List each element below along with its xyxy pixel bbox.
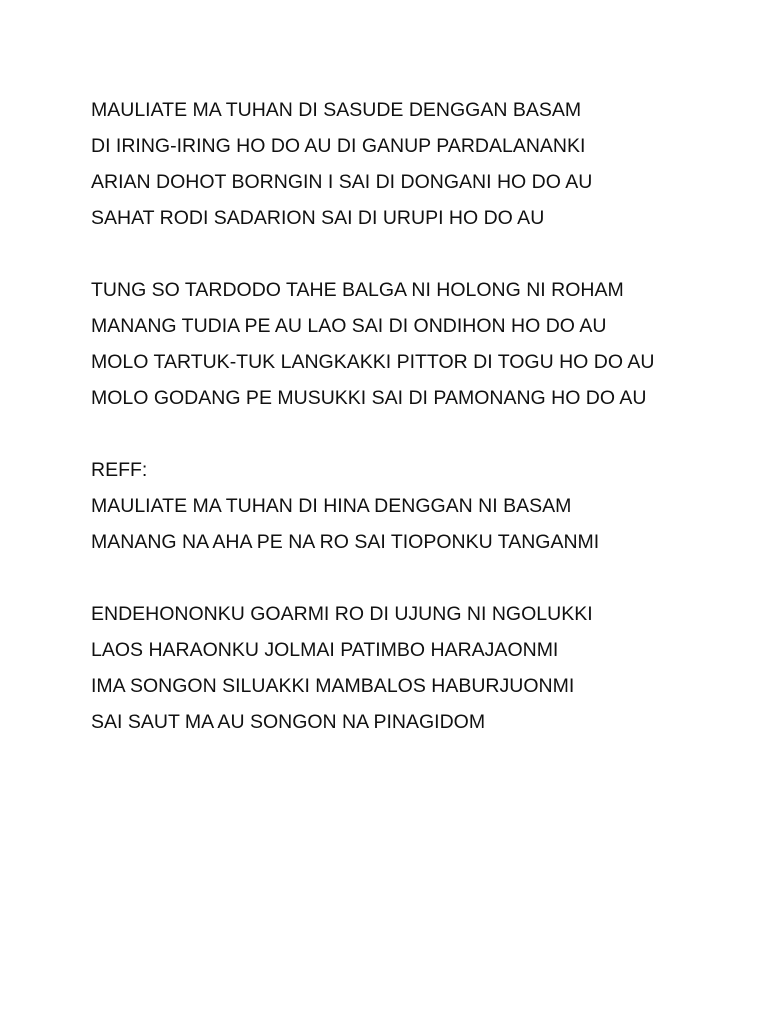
lyrics-page [91, 92, 751, 776]
lyric-line: MANANG TUDIA PE AU LAO SAI DI ONDIHON HO DO AU [91, 315, 607, 337]
stanza-2 [91, 272, 751, 416]
stanza-1 [91, 92, 751, 236]
refrain-label: REFF: [91, 459, 148, 481]
lyric-line: SAHAT RODI SADARION SAI DI URUPI HO DO AU [91, 207, 545, 229]
lyric-line: IMA SONGON SILUAKKI MAMBALOS HABURJUONMI [91, 675, 575, 697]
lyric-line: MAULIATE MA TUHAN DI SASUDE DENGGAN BASAM [91, 99, 582, 121]
stanza-4 [91, 596, 751, 740]
lyric-line: ARIAN DOHOT BORNGIN I SAI DI DONGANI HO DO AU [91, 171, 593, 193]
lyric-line: MOLO TARTUK-TUK LANGKAKKI PITTOR DI TOGU HO DO AU [91, 351, 655, 373]
lyric-line: ENDEHONONKU GOARMI RO DI UJUNG NI NGOLUKKI [91, 603, 593, 625]
lyric-line: MANANG NA AHA PE NA RO SAI TIOPONKU TANGANMI [91, 531, 600, 553]
lyric-line: SAI SAUT MA AU SONGON NA PINAGIDOM [91, 711, 486, 733]
lyric-line: TUNG SO TARDODO TAHE BALGA NI HOLONG NI ROHAM [91, 279, 624, 301]
lyric-line: MAULIATE MA TUHAN DI HINA DENGGAN NI BASAM [91, 495, 572, 517]
stanza-refrain [91, 452, 751, 560]
lyric-line: DI IRING-IRING HO DO AU DI GANUP PARDALANANKI [91, 135, 586, 157]
lyric-line: LAOS HARAONKU JOLMAI PATIMBO HARAJAONMI [91, 639, 559, 661]
lyric-line: MOLO GODANG PE MUSUKKI SAI DI PAMONANG HO DO AU [91, 387, 647, 409]
